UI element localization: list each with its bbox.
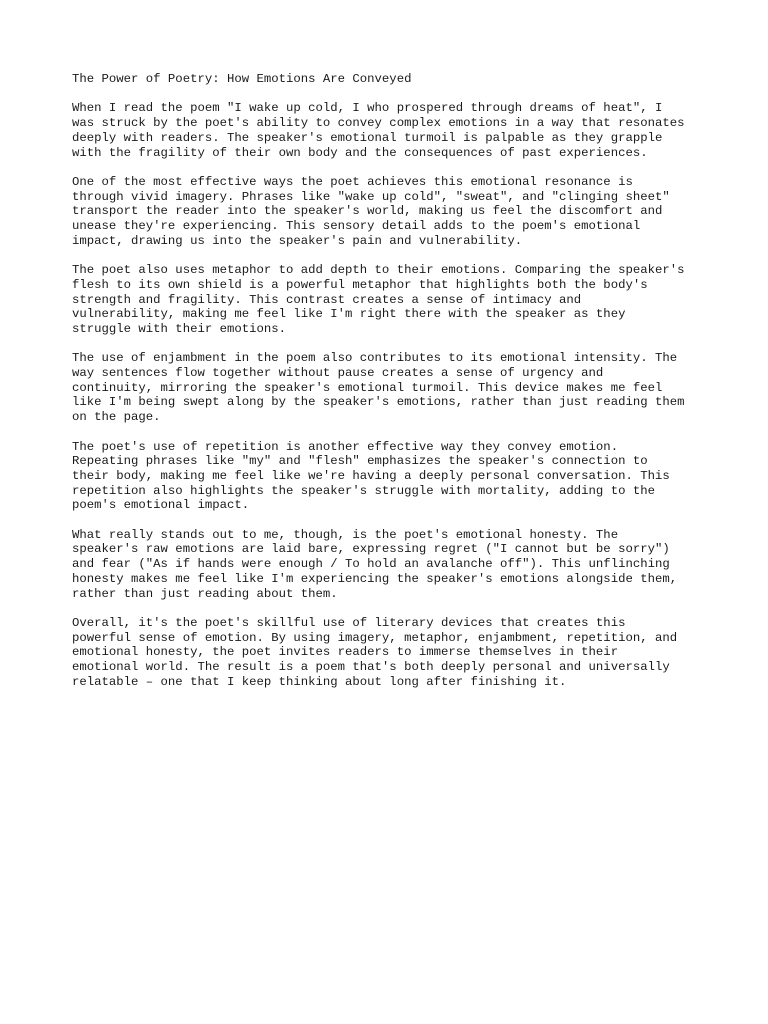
paragraph-line: their body, making me feel like we're having a deeply personal conversation. This [72, 468, 670, 483]
paragraph-line: repetition also highlights the speaker's struggle with mortality, adding to the [72, 483, 655, 498]
paragraph-line: speaker's raw emotions are laid bare, expressing regret ("I cannot but be sorry") [72, 542, 670, 557]
paragraph-line: The use of enjambment in the poem also contributes to its emotional intensity. The [72, 351, 678, 366]
paragraph-line: rather than just reading about them. [72, 586, 338, 601]
paragraph-line: strength and fragility. This contrast creates a sense of intimacy and [72, 292, 582, 307]
paragraph-line: honesty makes me feel like I'm experiencing the speaker's emotions alongside them, [72, 571, 678, 586]
paragraph-line: One of the most effective ways the poet achieves this emotional resonance is [72, 174, 633, 189]
paragraph-line: transport the reader into the speaker's world, making us feel the discomfort and [72, 204, 663, 219]
paragraph-line: like I'm being swept along by the speaker's emotions, rather than just reading them [72, 395, 685, 410]
paragraph-line: flesh to its own shield is a powerful metaphor that highlights both the body's [72, 277, 648, 292]
paragraph-line: The poet's use of repetition is another effective way they convey emotion. [72, 439, 619, 454]
document-body [72, 101, 702, 689]
paragraph-line: powerful sense of emotion. By using imagery, metaphor, enjambment, repetition, and [72, 630, 678, 645]
paragraph-line: When I read the poem "I wake up cold, I who prospered through dreams of heat", I [72, 101, 663, 116]
paragraph-line: through vivid imagery. Phrases like "wake up cold", "sweat", and "clinging sheet" [72, 189, 670, 204]
paragraph-line: struggle with their emotions. [72, 321, 287, 336]
paragraph-line: on the page. [72, 410, 161, 425]
paragraph-line: What really stands out to me, though, is the poet's emotional honesty. The [72, 527, 619, 542]
paragraph-line: emotional world. The result is a poem that's both deeply personal and universally [72, 660, 670, 675]
paragraph-line: relatable – one that I keep thinking about long after finishing it. [72, 674, 567, 689]
paragraph-line: was struck by the poet's ability to convey complex emotions in a way that resonates [72, 116, 685, 131]
paragraph [72, 175, 702, 249]
paragraph-line: vulnerability, making me feel like I'm right there with the speaker as they [72, 307, 626, 322]
paragraph-line: continuity, mirroring the speaker's emotional turmoil. This device makes me feel [72, 380, 663, 395]
paragraph-line: Repeating phrases like "my" and "flesh" emphasizes the speaker's connection to [72, 454, 648, 469]
paragraph [72, 101, 702, 160]
paragraph-line: way sentences flow together without pause creates a sense of urgency and [72, 366, 604, 380]
paragraph [72, 351, 702, 425]
document-title: The Power of Poetry: How Emotions Are Conveyed [72, 72, 412, 86]
paragraph [72, 528, 702, 602]
paragraph-line: unease they're experiencing. This sensory detail adds to the poem's emotional [72, 219, 641, 233]
paragraph-line: deeply with readers. The speaker's emotional turmoil is palpable as they grapple [72, 130, 663, 145]
paragraph-line: impact, drawing us into the speaker's pain and vulnerability. [72, 233, 523, 248]
paragraph-line: poem's emotional impact. [72, 498, 250, 513]
paragraph-line: with the fragility of their own body and the consequences of past experiences. [72, 145, 648, 160]
paragraph-line: The poet also uses metaphor to add depth to their emotions. Comparing the speaker's [72, 263, 685, 278]
paragraph [72, 263, 702, 337]
paragraph-line: Overall, it's the poet's skillful use of literary devices that creates this [72, 615, 626, 630]
paragraph-line: and fear ("As if hands were enough / To hold an avalanche off"). This unflinching [72, 557, 670, 572]
paragraph [72, 616, 702, 690]
document-page [72, 72, 702, 704]
paragraph-line: emotional honesty, the poet invites readers to immerse themselves in their [72, 645, 619, 660]
paragraph [72, 440, 702, 514]
